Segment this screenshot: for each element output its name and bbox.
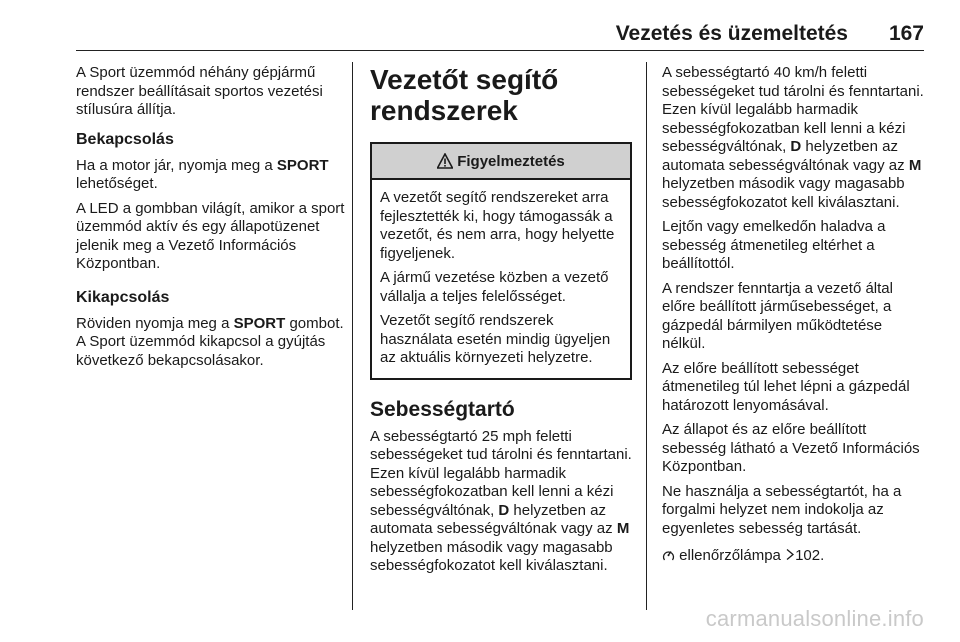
sport-label: SPORT bbox=[233, 314, 286, 332]
text: helyzetben második vagy magasabb sebességfokozatot kell kiválasztani. bbox=[662, 175, 905, 211]
section-heading-cruise: Sebességtartó bbox=[370, 397, 515, 421]
chapter-title: Vezetés és üzemeltetés bbox=[615, 22, 848, 45]
intro-paragraph: A Sport üzemmód néhány gépjármű rendszer beállításait sportos vezetési stílusúra állítja. bbox=[76, 64, 323, 118]
paragraph bbox=[76, 157, 346, 194]
paragraph: Az előre beállított sebességet átmenetileg túl lehet lépni a gázpedál határozott lenyomásával. bbox=[662, 359, 910, 414]
paragraph: Ne használja a sebességtartót, ha a forgalmi helyzet nem indokolja az egyenletes sebesség tartását. bbox=[662, 482, 902, 537]
column-left bbox=[76, 64, 346, 376]
watermark: carmanualsonline.info bbox=[705, 606, 924, 631]
cross-reference bbox=[662, 546, 926, 566]
section-heading-on: Bekapcsolás bbox=[76, 130, 174, 148]
paragraph bbox=[370, 428, 632, 576]
paragraph: Vezetőt segítő rendszerek használata esetén mindig ügyeljen az aktuális környezeti helyzetre. bbox=[380, 312, 611, 366]
paragraph: Lejtőn vagy emelkedőn haladva a sebesség átmenetileg eltérhet a beállítottól. bbox=[662, 218, 886, 272]
paragraph: A LED a gombban világít, amikor a sport üzemmód aktív és egy állapotüzenet jelenik meg a Vezető Információs Központban. bbox=[76, 199, 345, 272]
paragraph bbox=[76, 315, 346, 371]
text: helyzetben második vagy magasabb sebességfokozatot kell kiválasztani. bbox=[370, 538, 613, 574]
warning-header bbox=[372, 144, 630, 180]
text: Ha a motor jár, nyomja meg a bbox=[76, 156, 277, 174]
section-heading-off: Kikapcsolás bbox=[76, 288, 170, 306]
column-right bbox=[662, 64, 926, 572]
section-title: Vezetőt segítő rendszerek bbox=[370, 64, 559, 126]
text: gombot. A Sport üzemmód kikapcsol a gyújtás következő bekapcsolásakor. bbox=[76, 314, 344, 369]
warning-body bbox=[372, 180, 630, 378]
gear-m-label: M bbox=[616, 520, 630, 537]
gear-m-label: M bbox=[908, 156, 922, 174]
warning-triangle-icon bbox=[437, 153, 453, 169]
text: lehetőséget. bbox=[76, 175, 158, 192]
header-rule bbox=[76, 50, 924, 51]
paragraph: A rendszer fenntartja a vezető által előre beállított járműsebességet, a gázpedál bármilyen működtetése nélkül. bbox=[662, 279, 893, 352]
paragraph: A vezetőt segítő rendszereket arra fejlesztették ki, hogy támogassák a vezetőt, és nem arra, hogy helyette figyeljenek. bbox=[380, 189, 615, 262]
text: helyzetben az automata sebességváltónak vagy az bbox=[662, 138, 909, 174]
column-divider bbox=[646, 62, 647, 610]
page-reference-arrow-icon bbox=[785, 546, 795, 565]
paragraph: Az állapot és az előre beállított sebesség látható a Vezető Információs Központban. bbox=[662, 421, 920, 475]
text: A sebességtartó 40 km/h feletti sebességeket tud tárolni és fenntartani. Ezen kívül legalább harmadik sebességfokozatban kell lenni a kézi sebességváltónak, bbox=[662, 64, 924, 155]
warning-heading: Figyelmeztetés bbox=[457, 152, 565, 170]
text: Röviden nyomja meg a bbox=[76, 314, 234, 332]
paragraph: A jármű vezetése közben a vezető vállalja a teljes felelősséget. bbox=[380, 269, 609, 305]
cruise-control-lamp-icon bbox=[662, 546, 675, 565]
column-divider bbox=[352, 62, 353, 610]
reference-text: ellenőrzőlámpa bbox=[675, 547, 786, 564]
gear-d-label: D bbox=[790, 138, 802, 155]
column-middle bbox=[370, 64, 632, 582]
page-number: 167 bbox=[888, 22, 924, 45]
paragraph bbox=[662, 64, 926, 212]
sport-label: SPORT bbox=[276, 156, 329, 174]
text: A sebességtartó 25 mph feletti sebességeket tud tárolni és fenntartani. Ezen kívül legalább harmadik sebességfokozatban kell lenni a kézi sebességváltónak, bbox=[370, 427, 632, 519]
text: helyzetben az automata sebességváltónak vagy az bbox=[370, 501, 617, 537]
reference-page[interactable]: 102. bbox=[795, 547, 825, 564]
gear-d-label: D bbox=[498, 501, 510, 519]
warning-box bbox=[370, 142, 632, 380]
